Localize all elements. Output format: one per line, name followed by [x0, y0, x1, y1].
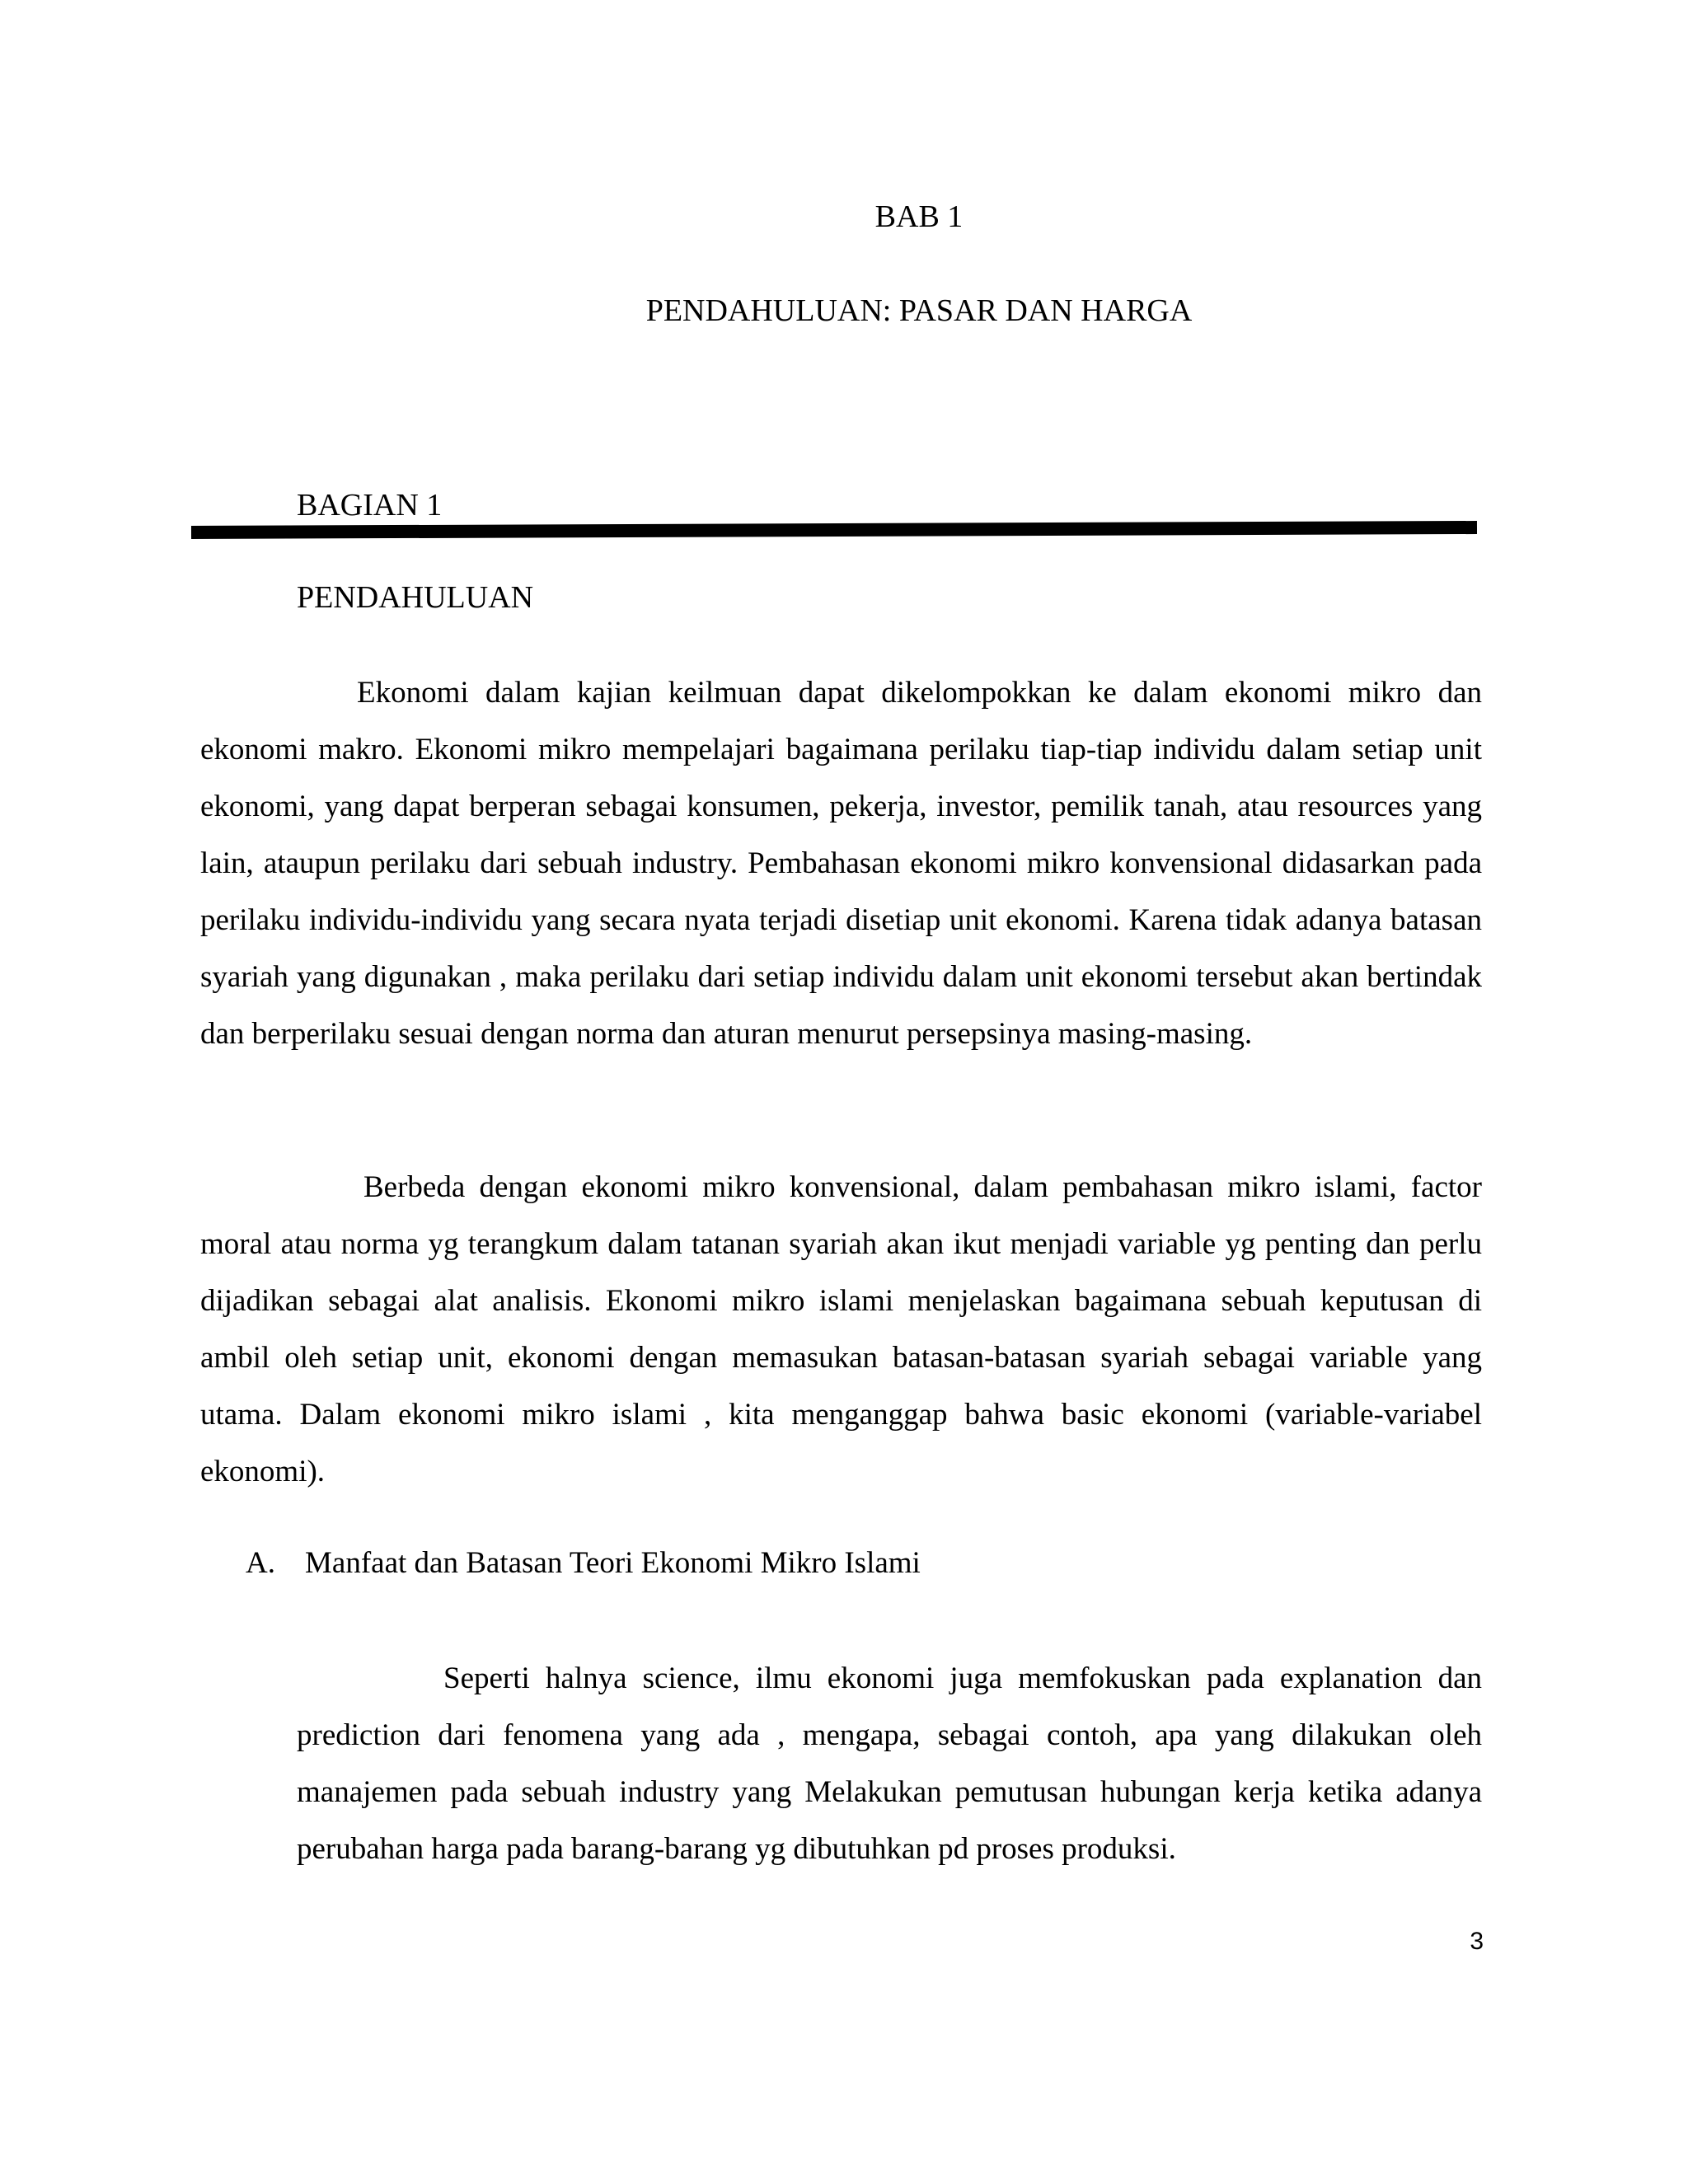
subsection-marker: A.: [246, 1546, 275, 1580]
section-heading: PENDAHULUAN: [297, 580, 534, 615]
subsection-heading: [246, 1543, 921, 1584]
chapter-label: BAB 1: [874, 199, 964, 234]
body-paragraph-1: Ekonomi dalam kajian keilmuan dapat dikelompokkan ke dalam ekonomi mikro dan ekonomi makro. Ekonomi mikro mempelajari bagaimana perilaku tiap-tiap individu dalam setiap unit ekonomi, yang dapat berperan sebagai konsumen, pekerja, investor, pemilik tanah, atau resources yang lain, ataupun perilaku dari sebuah industry. Pembahasan ekonomi mikro konvensional didasarkan pada perilaku individu-individu yang secara nyata terjadi disetiap unit ekonomi. Karena tidak adanya batasan syariah yang digunakan , maka perilaku dari setiap individu dalam unit ekonomi tersebut akan bertindak dan berperilaku sesuai dengan norma dan aturan menurut persepsinya masing-masing.: [200, 676, 1482, 1051]
chapter-title: PENDAHULUAN: PASAR DAN HARGA: [645, 293, 1193, 328]
part-label: BAGIAN 1: [297, 488, 443, 523]
page-number: 3: [1470, 1928, 1484, 1955]
subsection-title: Manfaat dan Batasan Teori Ekonomi Mikro Islami: [305, 1546, 921, 1580]
subsection-paragraph: Seperti halnya science, ilmu ekonomi juga memfokuskan pada explanation dan prediction dari fenomena yang ada , mengapa, sebagai contoh, apa yang dilakukan oleh manajemen pada sebuah industry yang Melakukan pemutusan hubungan kerja ketika adanya perubahan harga pada barang-barang yg dibutuhkan pd proses produksi.: [297, 1661, 1482, 1866]
body-paragraph-2: Berbeda dengan ekonomi mikro konvensional, dalam pembahasan mikro islami, factor moral atau norma yg terangkum dalam tatanan syariah akan ikut menjadi variable yg penting dan perlu dijadikan sebagai alat analisis. Ekonomi mikro islami menjelaskan bagaimana sebuah keputusan di ambil oleh setiap unit, ekonomi dengan memasukan batasan-batasan syariah sebagai variable yang utama. Dalam ekonomi mikro islami , kita menganggap bahwa basic ekonomi (variable-variabel ekonomi).: [200, 1170, 1482, 1488]
